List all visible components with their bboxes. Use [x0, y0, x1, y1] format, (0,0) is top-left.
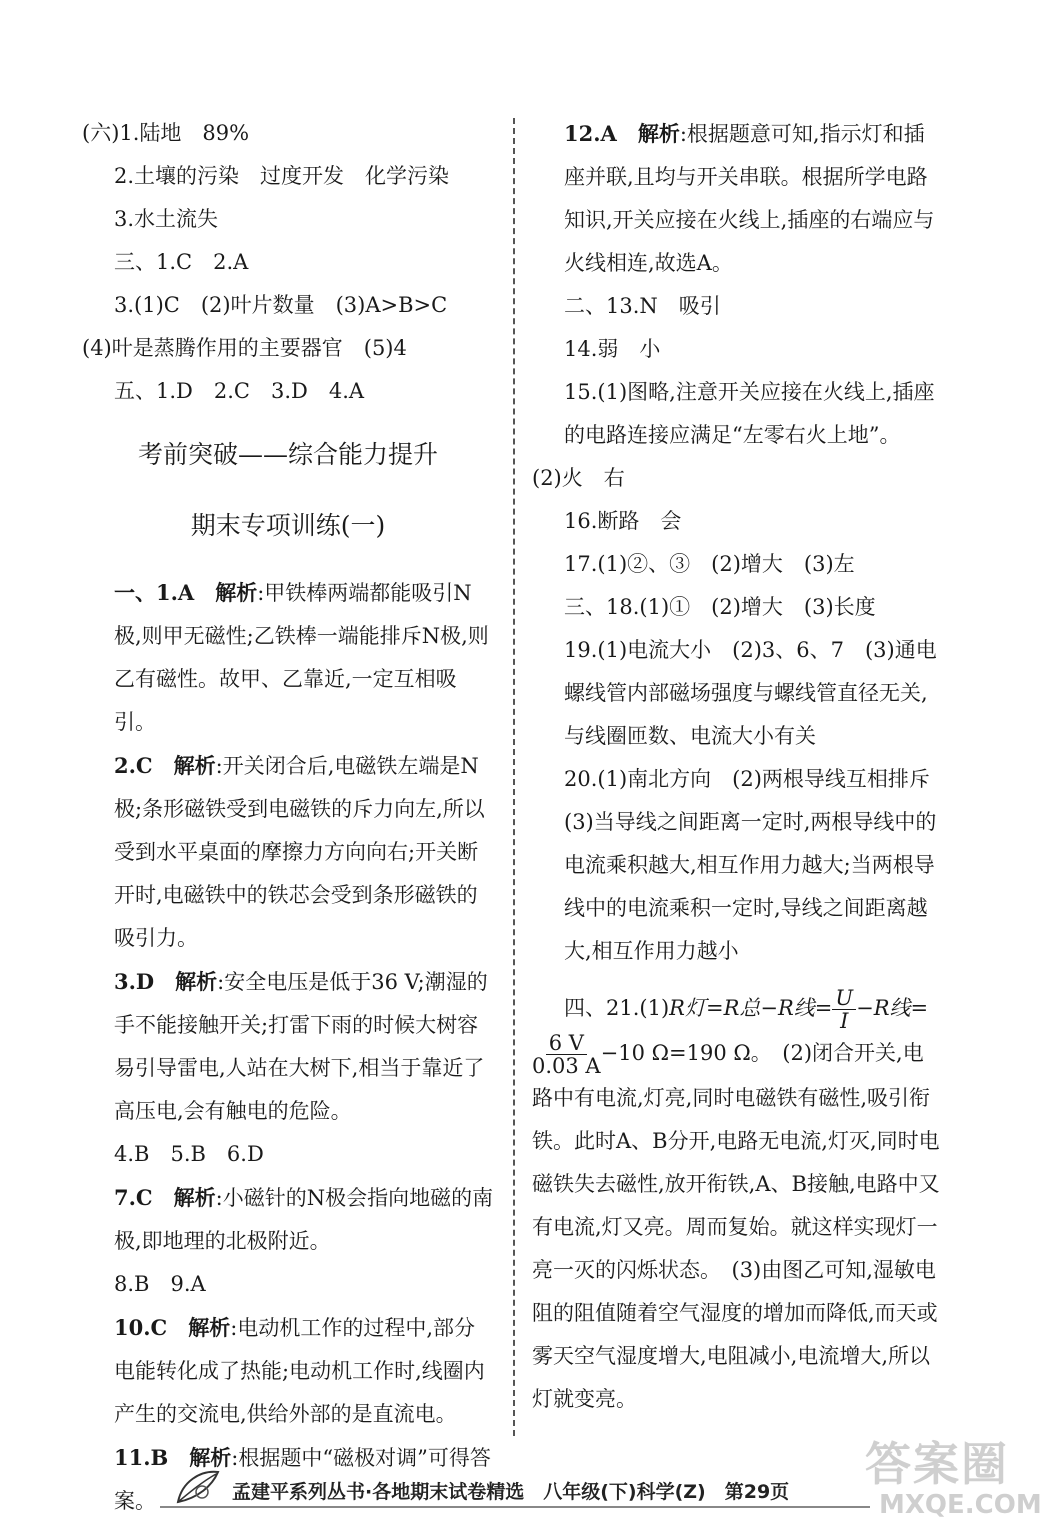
fraction: [832, 987, 856, 1032]
fraction-numerator: 6 V: [546, 1032, 587, 1055]
answer-line: 14.弱 小: [564, 337, 661, 361]
answer-line: 3.水土流失: [114, 207, 219, 231]
answer-line: (六)1.陆地 89%: [82, 121, 250, 145]
answer-number: 7.C: [114, 1185, 153, 1210]
fraction-numerator: U: [832, 987, 856, 1010]
answer-item: [532, 112, 944, 285]
formula: −10 Ω=190 Ω。: [600, 1041, 762, 1065]
analysis-label: 解析: [173, 1185, 216, 1210]
formula: −R线=: [856, 996, 929, 1020]
watermark: [865, 1438, 1045, 1533]
analysis-text: :安全电压是低于36 V;潮湿的手不能接触开关;打雷下雨的时候大树容易引导雷电,人站在大树下,相当于靠近了高压电,会有触电的危险。: [114, 970, 488, 1123]
analysis-label: 解析: [188, 1315, 231, 1340]
analysis-label: 解析: [175, 969, 218, 994]
answer-number: 2.C: [114, 753, 153, 778]
footer-text: 孟建平系列丛书·各地期末试卷精选 八年级(下)科学(Z) 第29页: [232, 1480, 790, 1503]
answer-item: [82, 571, 494, 744]
column-divider: [513, 118, 515, 1436]
analysis-text: :小磁针的N极会指向地磁的南极,即地理的北极附近。: [114, 1186, 494, 1253]
answer-item: [532, 1032, 944, 1421]
answer-line: 8.B 9.A: [114, 1272, 206, 1296]
answer-line: 三、1.C 2.A: [114, 250, 249, 274]
right-column: [532, 112, 944, 1421]
section-heading: 期末专项训练(一): [190, 511, 386, 540]
analysis-text: :开关闭合后,电磁铁左端是N极;条形磁铁受到电磁铁的斥力向左,所以受到水平桌面的摩擦力方向向右;开关断开时,电磁铁中的铁芯会受到条形磁铁的吸引力。: [114, 754, 485, 950]
answer-item: [82, 744, 494, 960]
answer-line: 19.(1)电流大小 (2)3、6、7 (3)通电螺线管内部磁场强度与螺线管直径无关,与线圈匝数、电流大小有关: [564, 638, 937, 748]
left-column: [82, 112, 494, 1523]
answer-line: 3.(1)C (2)叶片数量 (3)A>B>C: [114, 293, 448, 317]
analysis-label: 解析: [189, 1445, 232, 1470]
answer-line: (4)叶是蒸腾作用的主要器官 (5)4: [82, 336, 407, 360]
analysis-text: :电动机工作的过程中,部分电能转化成了热能;电动机工作时,线圈内产生的交流电,供给外部的是直流电。: [114, 1316, 485, 1426]
analysis-text: :甲铁棒两端都能吸引N极,则甲无磁性;乙铁棒一端能排斥N极,则乙有磁性。故甲、乙靠近,一定互相吸引。: [114, 581, 489, 734]
answer-number: 10.C: [114, 1315, 168, 1340]
fraction-denominator: I: [840, 1009, 849, 1033]
watermark-text: 答案圈: [865, 1437, 1009, 1491]
watermark-url: MXQE.COM: [879, 1490, 1042, 1520]
answer-line: 20.(1)南北方向 (2)两根导线互相排斥(3)当导线之间距离一定时,两根导线中的电流乘积越大,相互作用力越大;当两根导线中的电流乘积一定时,导线之间距离越大,相互作用力越小: [564, 767, 937, 963]
answer-line: 17.(1)②、③ (2)增大 (3)左: [564, 552, 855, 576]
answer-line: 16.断路 会: [564, 509, 682, 533]
analysis-text: :根据题中“磁极对调”可得答案。: [114, 1446, 491, 1513]
fraction: [532, 1032, 601, 1077]
footer-rule: [160, 1506, 870, 1508]
answer-item: [82, 1176, 494, 1263]
section-heading: 考前突破——综合能力提升: [137, 440, 438, 469]
answer-item: [82, 960, 494, 1133]
page-footer: [160, 1470, 850, 1510]
answer-number: 四、21.(1): [564, 996, 670, 1020]
answer-line: 二、13.N 吸引: [564, 294, 721, 318]
analysis-label: 解析: [215, 580, 258, 605]
fraction-denominator: 0.03 A: [532, 1054, 601, 1078]
answer-item: [82, 1306, 494, 1436]
answer-item: [532, 987, 944, 1032]
answer-line: 五、1.D 2.C 3.D 4.A: [114, 379, 365, 403]
analysis-text: (2)闭合开关,电路中有电流,灯亮,同时电磁铁有磁性,吸引衔铁。此时A、B分开,电路无电流,灯灭,同时电磁铁失去磁性,放开衔铁,A、B接触,电路中又有电流,灯又亮。周而复始。就这样实现灯一亮一灭的闪烁状态。 (3)由图乙可知,湿敏电阻的阻值随着空气湿度的增加而降低,而天或雾天空气湿度增大,电阻减小,电流增大,所以灯就变亮。: [532, 1041, 940, 1411]
answer-number: 11.B: [114, 1445, 169, 1470]
answer-number: 一、1.A: [114, 580, 195, 605]
answer-number: 3.D: [114, 969, 155, 994]
analysis-label: 解析: [173, 753, 216, 778]
answer-line: 三、18.(1)① (2)增大 (3)长度: [564, 595, 876, 619]
analysis-text: :根据题意可知,指示灯和插座并联,且均与开关串联。根据所学电路知识,开关应接在火线上,插座的右端应与火线相连,故选A。: [564, 122, 935, 275]
answer-number: 12.A: [564, 121, 617, 146]
answer-line: 4.B 5.B 6.D: [114, 1142, 264, 1166]
answer-line: 15.(1)图略,注意开关应接在火线上,插座的电路连接应满足“左零右火上地”。: [564, 380, 935, 447]
answer-line: 2.土壤的污染 过度开发 化学污染: [114, 164, 450, 188]
analysis-label: 解析: [637, 121, 680, 146]
formula: R灯=R总−R线=: [669, 996, 833, 1020]
answer-line: (2)火 右: [532, 466, 625, 490]
